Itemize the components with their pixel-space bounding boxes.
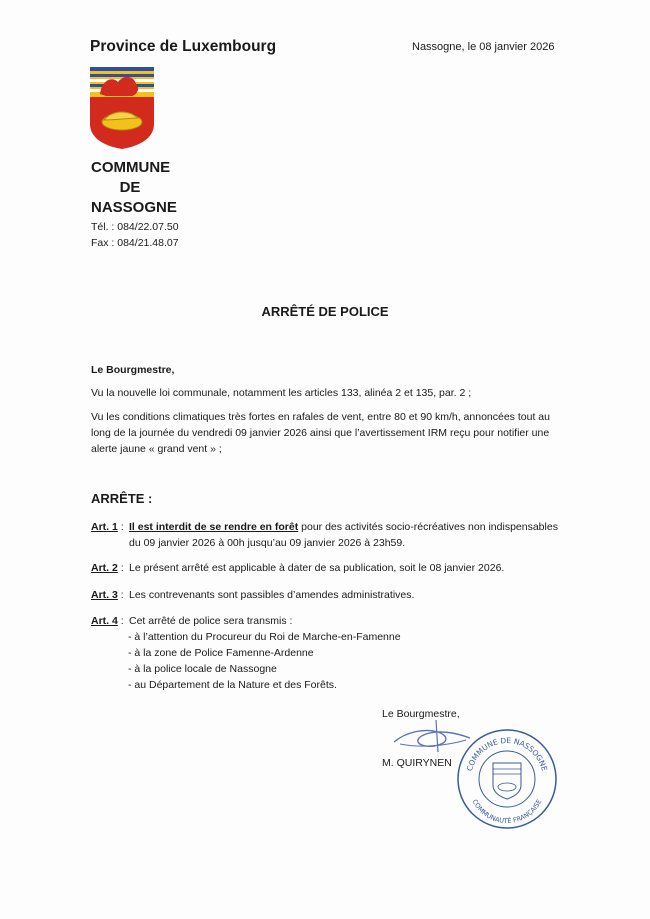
whereas-clause-2-line-1: Vu les conditions climatiques très fortes en rafales de vent, entre 80 et 90 km/h, annoncées tout au [91,411,550,423]
svg-text:COMMUNE DE NASSOGNE [465,736,549,772]
document-title: ARRÊTÉ DE POLICE [261,304,389,319]
article-4-separator: : [117,615,124,627]
article-4 [91,613,571,629]
recipient-item: - à la police locale de Nassogne [128,663,277,675]
seal-bottom-text: COMMUNAUTÉ FRANÇAISE [470,798,544,826]
opening-line: Le Bourgmestre, [91,364,175,376]
article-2-text: Le présent arrêté est applicable à dater de sa publication, soit le 08 janvier 2026. [129,562,505,574]
article-4-label: Art. 4 [91,615,118,627]
article-3-separator: : [117,589,124,601]
commune-block [91,158,177,218]
commune-seal-stamp [455,727,560,832]
contact-block [91,219,179,251]
whereas-clause-2 [91,409,571,457]
article-2-separator: : [117,562,124,574]
whereas-clause-2-line-2: long de la journée du vendredi 09 janvier 2026 ainsi que l’avertissement IRM reçu pour notifier une [91,427,550,439]
article-3 [91,587,571,603]
recipient-item: - à la zone de Police Famenne-Ardenne [128,647,314,659]
article-3-label: Art. 3 [91,589,118,601]
recipient-item: - à l’attention du Procureur du Roi de Marche-en-Famenne [128,631,401,643]
signer-title: Le Bourgmestre, [382,708,460,720]
whereas-clause-1: Vu la nouvelle loi communale, notamment les articles 133, alinéa 2 et 135, par. 2 ; [91,387,472,399]
article-1-text: pour des activités socio-récréatives non indispensables [298,521,558,533]
recipient-list [128,629,401,693]
commune-line-3: NASSOGNE [91,199,177,216]
phone-number: Tél. : 084/22.07.50 [91,221,179,233]
commune-line-2: DE [119,179,141,196]
article-1-dates: du 09 janvier 2026 à 00h jusqu’au 09 janvier 2026 à 23h59. [129,537,406,549]
coat-of-arms-logo [88,66,156,150]
article-1 [91,519,571,551]
article-2-label: Art. 2 [91,562,118,574]
recipient-item: - au Département de la Nature et des Forêts. [128,679,337,691]
article-1-label: Art. 1 [91,521,118,533]
commune-line-1: COMMUNE [91,159,171,176]
article-1-separator: : [117,521,124,533]
article-3-text: Les contrevenants sont passibles d’amendes administratives. [129,589,415,601]
signer-name: M. QUIRYNEN [382,757,452,769]
date-line: Nassogne, le 08 janvier 2026 [412,41,555,53]
article-4-text: Cet arrêté de police sera transmis : [129,615,293,627]
article-2 [91,560,571,576]
seal-top-text: COMMUNE DE NASSOGNE [464,735,550,773]
fax-number: Fax : 084/21.48.07 [91,237,179,249]
whereas-clause-2-line-3: alerte jaune « grand vent » ; [91,443,222,455]
article-1-prohibition: Il est interdit de se rendre en forêt [129,521,299,533]
decision-heading: ARRÊTE : [91,491,153,506]
province-heading: Province de Luxembourg [90,38,277,55]
